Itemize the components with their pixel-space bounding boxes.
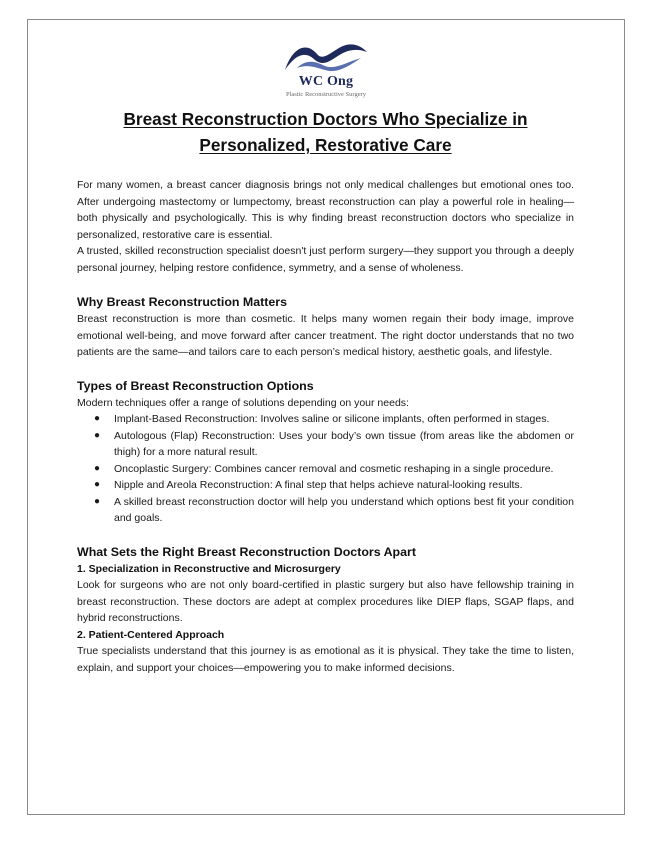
apart-section [77, 544, 574, 677]
document-body [77, 106, 574, 676]
list-item: ● Nipple and Areola Reconstruction: A final step that helps achieve natural-looking results. [77, 477, 574, 494]
why-section [77, 294, 574, 361]
title-line-1: Breast Reconstruction Doctors Who Specialize in [123, 109, 528, 129]
intro-paragraph-1: For many women, a breast cancer diagnosis brings not only medical challenges but emotional ones too. After undergoing mastectomy or lumpectomy, breast reconstruction can play a powerful role in healing—both physically and psychologically. This is why finding breast reconstruction doctors who specialize in personalized, restorative care is essential. [77, 179, 574, 241]
intro-paragraph-2: A trusted, skilled reconstruction specialist doesn't just perform surgery—they support you through a deeply personal journey, helping restore confidence, symmetry, and a sense of wholeness. [77, 245, 574, 274]
page-title [77, 106, 574, 158]
wave-logo-icon [283, 40, 369, 74]
intro-section [77, 177, 574, 276]
logo-tagline: Plastic Reconstructive Surgery [285, 91, 367, 98]
apart-heading: What Sets the Right Breast Reconstruction Doctors Apart [77, 544, 416, 559]
types-heading: Types of Breast Reconstruction Options [77, 378, 314, 393]
apart-paragraph-2: True specialists understand that this journey is as emotional as it is physical. They take the time to listen, explain, and support your choices—empowering you to make informed decisions. [77, 645, 574, 674]
list-item: ● A skilled breast reconstruction doctor will help you understand which options best fit your condition and goals. [94, 495, 574, 524]
clinic-logo [28, 40, 624, 98]
list-item: ● Implant-Based Reconstruction: Involves saline or silicone implants, often performed in stages. [77, 411, 574, 428]
types-lead: Modern techniques offer a range of solutions depending on your needs: [77, 396, 409, 409]
logo-name: WC Ong [298, 74, 354, 89]
types-section [77, 378, 574, 527]
bullet-icon: ● [94, 479, 101, 490]
apart-paragraph-1: Look for surgeons who are not only board-certified in plastic surgery but also have fellowship training in breast reconstruction. These doctors are adept at complex procedures like DIEP flaps, SGAP flaps, and hybrid reconstructions. [77, 579, 574, 624]
title-line-2: Personalized, Restorative Care [199, 135, 452, 155]
apart-subheading-1: 1. Specialization in Reconstructive and Microsurgery [77, 562, 341, 575]
why-paragraph: Breast reconstruction is more than cosmetic. It helps many women regain their body image, improve emotional well-being, and move forward after cancer treatment. The right doctor understands that no two patients are the same—and tailors care to each person’s medical history, aesthetic goals, and lifestyle. [77, 313, 574, 358]
why-heading: Why Breast Reconstruction Matters [77, 295, 287, 309]
bullet-icon: ● [94, 495, 101, 507]
apart-subheading-2: 2. Patient-Centered Approach [77, 628, 225, 641]
bullet-icon: ● [94, 462, 101, 474]
list-item: ● Autologous (Flap) Reconstruction: Uses your body’s own tissue (from areas like the abdomen or thigh) for a more natural result. [94, 429, 574, 458]
bullet-icon: ● [94, 429, 101, 441]
document-page [27, 19, 625, 815]
types-list [77, 411, 574, 527]
list-item: ● Oncoplastic Surgery: Combines cancer removal and cosmetic reshaping in a single procedure. [77, 461, 574, 478]
bullet-icon: ● [94, 413, 101, 424]
